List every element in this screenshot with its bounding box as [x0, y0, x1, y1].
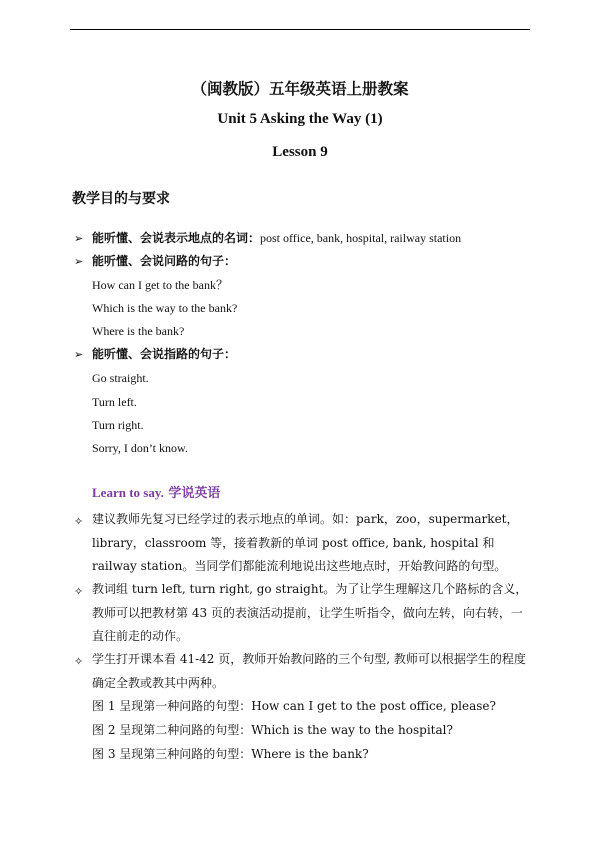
example-sentence: Which is the way to the bank?	[92, 301, 238, 315]
example-sentence: Turn left.	[92, 395, 137, 409]
example-sentence: Where is the bank?	[92, 324, 185, 338]
arrow-bullet-icon: ➢	[74, 348, 84, 361]
star-bullet-icon: ✧	[74, 585, 84, 598]
objective-content: post office, bank, hospital, railway station	[260, 231, 462, 245]
learn-heading-en: Learn to say.	[92, 485, 164, 500]
example-sentence: Sorry, I don’t know.	[92, 441, 188, 455]
example-sentence: Turn right.	[92, 418, 144, 432]
teaching-point: 建议教师先复习已经学过的表示地点的单词。如：park，zoo，supermarket，library，classroom 等，接着教新的单词 post office, bank, hospital 和 railway station。当同学们都能流利地说出这些地点时，开始教问路的句型。	[92, 512, 519, 573]
document-title: （闽教版）五年级英语上册教案	[191, 79, 409, 98]
star-bullet-icon: ✧	[74, 655, 84, 668]
teaching-point: 教词组 turn left, turn right, go straight。为了让学生理解这几个路标的含义，教师可以把教材第 43 页的表演活动提前，让学生听指令，做向左转，向右转，一直往前走的动作。	[92, 582, 528, 643]
figure-description: 图 3 呈现第三种问路的句型：Where is the bank?	[92, 747, 369, 761]
arrow-bullet-icon: ➢	[74, 255, 84, 268]
figure-description: 图 1 呈现第一种问路的句型：How can I get to the post office, please?	[92, 699, 496, 713]
example-sentence: How can I get to the bank？	[92, 278, 228, 292]
teaching-point: 学生打开课本看 41-42 页，教师开始教问路的三个句型, 教师可以根据学生的程度确定全教或教其中两种。	[92, 652, 526, 690]
learn-to-say-heading	[92, 482, 220, 501]
objective-label: 能听懂、会说问路的句子：	[92, 254, 237, 268]
objective-item	[92, 230, 461, 246]
star-bullet-icon: ✧	[74, 515, 84, 528]
unit-title: Unit 5 Asking the Way (1)	[217, 111, 383, 127]
figure-description: 图 2 呈现第二种问路的句型：Which is the way to the hospital?	[92, 723, 453, 737]
lesson-title: Lesson 9	[272, 144, 328, 160]
objective-label: 能听懂、会说表示地点的名词：	[92, 231, 261, 245]
learn-heading-cn: 学说英语	[168, 486, 221, 501]
arrow-bullet-icon: ➢	[74, 232, 84, 245]
objective-label: 能听懂、会说指路的句子：	[92, 347, 237, 361]
header-rule	[70, 29, 530, 30]
example-sentence: Go straight.	[92, 371, 149, 385]
objectives-heading: 教学目的与要求	[72, 191, 170, 207]
